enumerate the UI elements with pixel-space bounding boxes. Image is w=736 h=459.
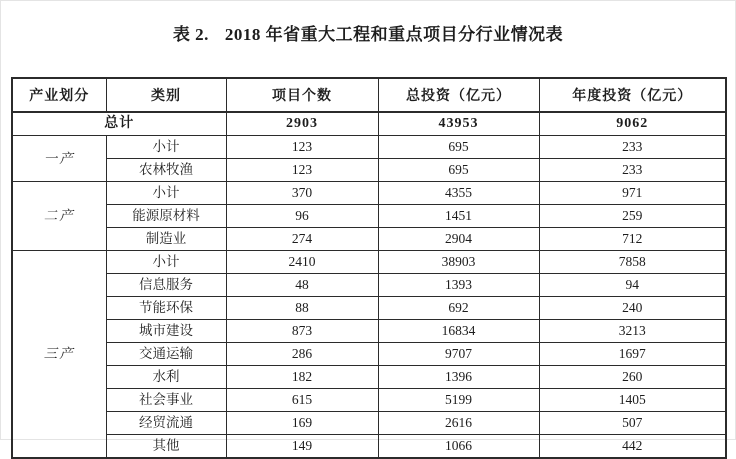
table-title-text: 2018 年省重大工程和重点项目分行业情况表 [224, 25, 564, 44]
value-cell: 1697 [539, 343, 726, 366]
col-header-industry-division: 产业划分 [12, 78, 106, 112]
value-cell: 1066 [378, 435, 539, 459]
table-row [12, 343, 726, 366]
value-cell: 2903 [226, 112, 378, 136]
category-cell: 交通运输 [106, 343, 226, 366]
value-cell: 5199 [378, 389, 539, 412]
group-label-tertiary-industry: 三产 [12, 251, 106, 459]
category-cell: 其他 [106, 435, 226, 459]
value-cell: 442 [539, 435, 726, 459]
value-cell: 1405 [539, 389, 726, 412]
value-cell: 1451 [378, 205, 539, 228]
total-label: 总计 [12, 112, 226, 136]
value-cell: 692 [378, 297, 539, 320]
col-header-category: 类别 [106, 78, 226, 112]
value-cell: 4355 [378, 182, 539, 205]
industry-projects-table [11, 77, 727, 459]
value-cell: 48 [226, 274, 378, 297]
category-cell: 水利 [106, 366, 226, 389]
col-header-annual-investment: 年度投资（亿元） [539, 78, 726, 112]
value-cell: 88 [226, 297, 378, 320]
category-cell: 农林牧渔 [106, 159, 226, 182]
value-cell: 9062 [539, 112, 726, 136]
value-cell: 233 [539, 159, 726, 182]
value-cell: 1393 [378, 274, 539, 297]
category-cell: 经贸流通 [106, 412, 226, 435]
category-cell: 城市建设 [106, 320, 226, 343]
value-cell: 94 [539, 274, 726, 297]
table-row [12, 159, 726, 182]
value-cell: 43953 [378, 112, 539, 136]
value-cell: 2904 [378, 228, 539, 251]
value-cell: 507 [539, 412, 726, 435]
value-cell: 16834 [378, 320, 539, 343]
value-cell: 9707 [378, 343, 539, 366]
value-cell: 96 [226, 205, 378, 228]
table-row [12, 435, 726, 459]
value-cell: 259 [539, 205, 726, 228]
value-cell: 260 [539, 366, 726, 389]
category-cell: 小计 [106, 136, 226, 159]
value-cell: 233 [539, 136, 726, 159]
category-cell: 能源原材料 [106, 205, 226, 228]
table-row [12, 228, 726, 251]
value-cell: 971 [539, 182, 726, 205]
header-row [12, 78, 726, 112]
table-row [12, 136, 726, 159]
table-row [12, 274, 726, 297]
value-cell: 873 [226, 320, 378, 343]
value-cell: 123 [226, 136, 378, 159]
value-cell: 1396 [378, 366, 539, 389]
table-row [12, 320, 726, 343]
table-title [0, 20, 736, 45]
table-row [12, 389, 726, 412]
table-row [12, 251, 726, 274]
category-cell: 小计 [106, 182, 226, 205]
group-label-primary-industry: 一产 [12, 136, 106, 182]
value-cell: 3213 [539, 320, 726, 343]
value-cell: 169 [226, 412, 378, 435]
category-cell: 社会事业 [106, 389, 226, 412]
table-row [12, 412, 726, 435]
value-cell: 182 [226, 366, 378, 389]
value-cell: 240 [539, 297, 726, 320]
group-label-secondary-industry: 二产 [12, 182, 106, 251]
category-cell: 小计 [106, 251, 226, 274]
total-row [12, 112, 726, 136]
value-cell: 695 [378, 136, 539, 159]
table-row [12, 205, 726, 228]
value-cell: 149 [226, 435, 378, 459]
table-row [12, 297, 726, 320]
value-cell: 286 [226, 343, 378, 366]
table-row [12, 182, 726, 205]
category-cell: 信息服务 [106, 274, 226, 297]
col-header-total-investment: 总投资（亿元） [378, 78, 539, 112]
table-row [12, 366, 726, 389]
category-cell: 制造业 [106, 228, 226, 251]
value-cell: 695 [378, 159, 539, 182]
value-cell: 370 [226, 182, 378, 205]
category-cell: 节能环保 [106, 297, 226, 320]
col-header-project-count: 项目个数 [226, 78, 378, 112]
value-cell: 712 [539, 228, 726, 251]
value-cell: 615 [226, 389, 378, 412]
value-cell: 2410 [226, 251, 378, 274]
table-title-prefix: 表 2. [172, 25, 209, 44]
value-cell: 274 [226, 228, 378, 251]
value-cell: 38903 [378, 251, 539, 274]
value-cell: 7858 [539, 251, 726, 274]
value-cell: 123 [226, 159, 378, 182]
value-cell: 2616 [378, 412, 539, 435]
